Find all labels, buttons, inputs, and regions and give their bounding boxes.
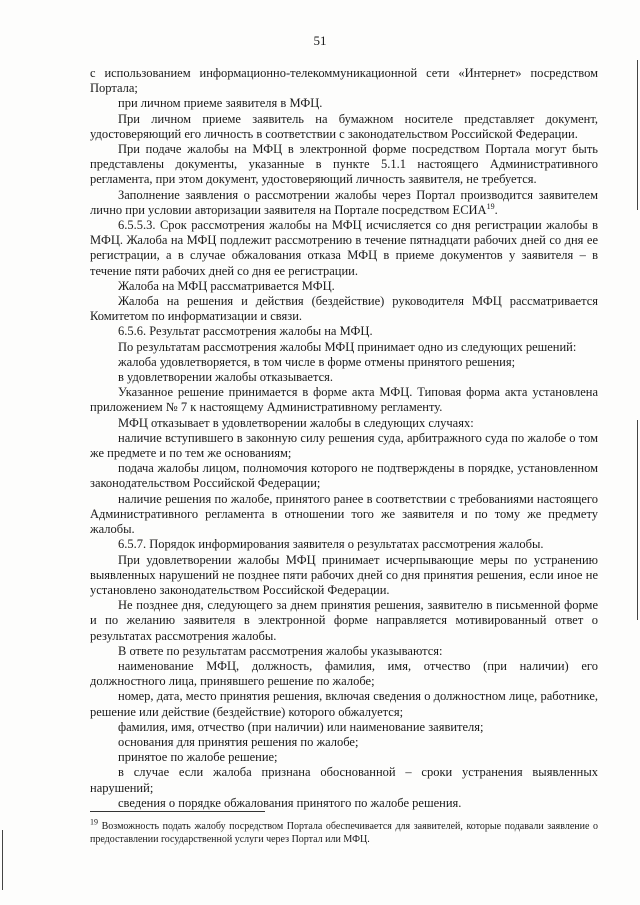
section-heading: 6.5.7. Порядок информирования заявителя о результатах рассмотрения жалобы. [118, 537, 544, 552]
paragraph-with-footnote: Заполнение заявления о рассмотрении жалобы через Портал производится заявителем лично при условии авторизации заявителя на Портале посредством ЕСИА$^{19}$. [90, 187, 598, 217]
paragraph: наименование МФЦ, должность, фамилия, имя, отчество (при наличии) его должностного лица, принявшего решение по жалобе; [90, 658, 598, 689]
footnote-reference: 19 [486, 201, 495, 211]
paragraph: в удовлетворении жалобы отказывается. [118, 370, 333, 385]
paragraph: Жалоба на решения и действия (бездействие) руководителя МФЦ рассматривается Комитетом по информатизации и связи. [90, 294, 598, 324]
paragraph: Указанное решение принимается в форме акта МФЦ. Типовая форма акта установлена приложением № 7 к настоящему Административному регламенту. [90, 385, 598, 415]
footnote-number: 19 [90, 817, 98, 827]
paragraph: принятое по жалобе решение; [118, 750, 278, 765]
paragraph: номер, дата, место принятия решения, включая сведения о должностном лице, работнике, решение или действие (бездействие) которого обжалуется; [90, 689, 598, 719]
paragraph: фамилия, имя, отчество (при наличии) или наименование заявителя; [118, 719, 484, 734]
scan-edge-mark [637, 60, 638, 210]
paragraph: при личном приеме заявителя в МФЦ. [118, 96, 323, 111]
paragraph: При личном приеме заявитель на бумажном носителе представляет документ, удостоверяющий его личность в соответствии с законодательством Российской Федерации. [90, 111, 598, 141]
paragraph: в случае если жалоба признана обоснованной – сроки устранения выявленных нарушений; [90, 765, 598, 795]
paragraph: наличие решения по жалобе, принятого ранее в соответствии с требованиями настоящего Административного регламента в отношении того же заявителя и по тому же предмету жалобы. [90, 491, 598, 537]
paragraph: наличие вступившего в законную силу решения суда, арбитражного суда по жалобе о том же предмете и по тем же основаниям; [90, 430, 598, 461]
scan-edge-mark [637, 420, 638, 620]
paragraph: МФЦ отказывает в удовлетворении жалобы в следующих случаях: [118, 415, 474, 430]
paragraph: При подаче жалобы на МФЦ в электронной форме посредством Портала могут быть представлены документы, указанные в пункте 5.1.1 настоящего Административного регламента, при этом документ, удостоверяющий личность заявителя, не требуется. [90, 142, 598, 187]
body-text [90, 66, 598, 811]
footnote [90, 817, 599, 846]
paragraph: сведения о порядке обжалования принятого по жалобе решения. [118, 795, 462, 810]
paragraph: основания для принятия решения по жалобе; [118, 734, 359, 749]
paragraph: подача жалобы лицом, полномочия которого не подтверждены в порядке, установленном законодательством Российской Федерации; [90, 461, 598, 491]
footnote-divider [90, 811, 265, 812]
section-heading: 6.5.6. Результат рассмотрения жалобы на МФЦ. [118, 324, 373, 339]
paragraph: Не позднее дня, следующего за днем принятия решения, заявителю в письменной форме и по желанию заявителя в электронной форме направляется мотивированный ответ о результатах рассмотрения жалобы. [90, 598, 598, 643]
paragraph: При удовлетворении жалобы МФЦ принимает исчерпывающие меры по устранению выявленных нарушений не позднее пяти рабочих дней со дня принятия решения, если иное не установлено законодательством Российской Федерации. [90, 552, 598, 597]
page-number: 51 [313, 33, 327, 48]
paragraph: Жалоба на МФЦ рассматривается МФЦ. [118, 278, 335, 293]
paragraph: 6.5.5.3. Срок рассмотрения жалобы на МФЦ исчисляется со дня регистрации жалобы в МФЦ. Жалоба на МФЦ подлежит рассмотрению в течение пятнадцати рабочих дней со дня ее регистрации, а в случае обжалования отказа МФЦ в приеме документов у заявителя – в течение пяти рабочих дней со дня ее регистрации. [90, 218, 598, 278]
scan-edge-mark [2, 830, 3, 890]
paragraph-text: Заполнение заявления о рассмотрении жалобы через Портал производится заявителем лично при условии авторизации заявителя на Портале посредством ЕСИА [90, 187, 598, 217]
paragraph: По результатам рассмотрения жалобы МФЦ принимает одно из следующих решений: [118, 339, 577, 354]
paragraph: В ответе по результатам рассмотрения жалобы указываются: [118, 643, 443, 658]
footnote-text: Возможность подать жалобу посредством Портала обеспечивается для заявителей, которые подавали заявление о предоставлении государственной услуги через Портал или МФЦ. [90, 821, 599, 845]
paragraph: жалоба удовлетворяется, в том числе в форме отмены принятого решения; [118, 354, 516, 369]
paragraph: с использованием информационно-телекоммуникационной сети «Интернет» посредством Портала; [90, 66, 598, 96]
